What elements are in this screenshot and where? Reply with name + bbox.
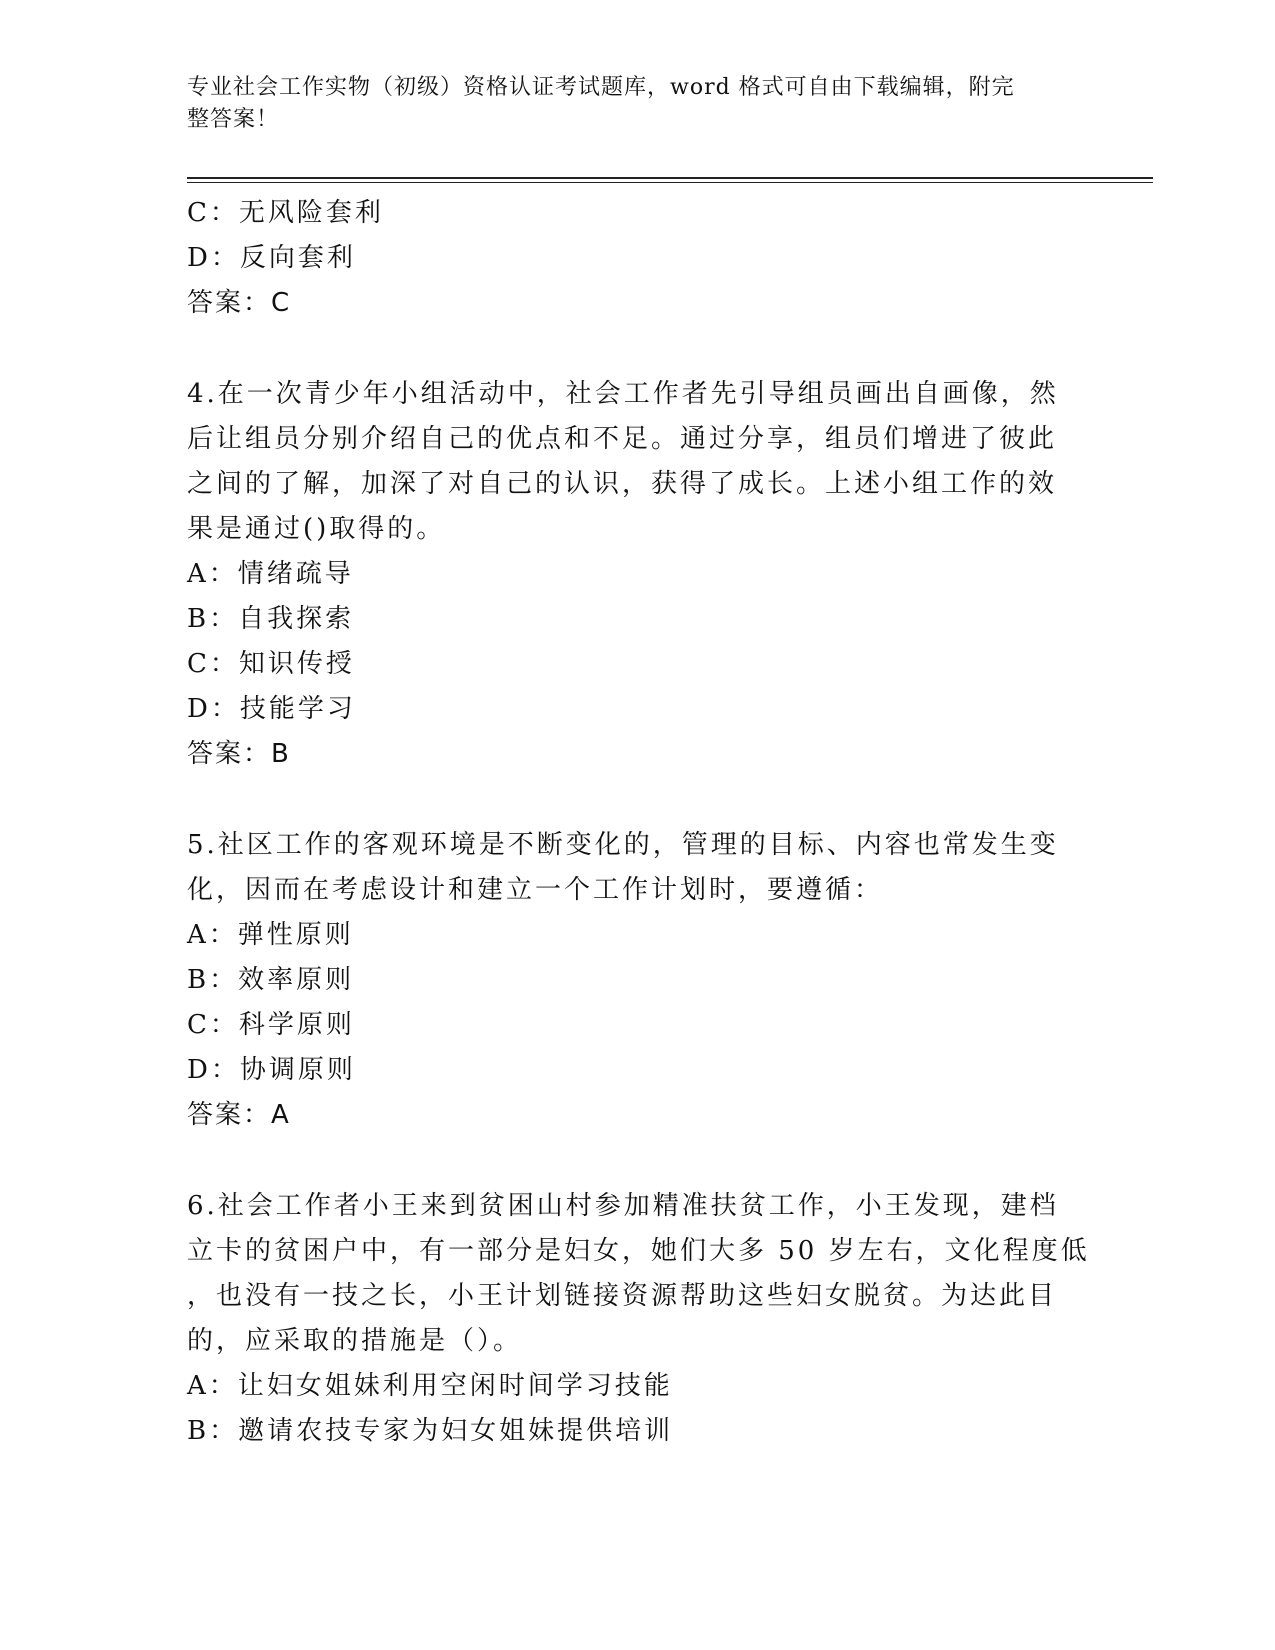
prev-question-block	[187, 191, 1087, 326]
option-b: B：自我探索	[187, 604, 355, 634]
question-text	[187, 372, 1087, 552]
header-line-2: 整答案！	[187, 107, 280, 132]
question-text-line: 后让组员分别介绍自己的优点和不足。通过分享，组员们增进了彼此	[187, 424, 1058, 454]
option-d: D：反向套利	[187, 243, 356, 273]
question-text-line: 立卡的贫困户中，有一部分是妇女，她们大多 50 岁左右，文化程度低	[187, 1236, 1090, 1266]
question-text-line: 之间的了解，加深了对自己的认识，获得了成长。上述小组工作的效	[187, 469, 1058, 499]
question-5	[187, 823, 1087, 1138]
answer-line: 答案：C	[187, 288, 292, 318]
question-text-line: 果是通过()取得的。	[187, 514, 446, 544]
option-d: D：协调原则	[187, 1055, 356, 1085]
question-text-line: 4.在一次青少年小组活动中，社会工作者先引导组员画出自画像，然	[187, 379, 1059, 409]
option-a: A：弹性原则	[187, 920, 354, 950]
option-c: C：无风险套利	[187, 198, 384, 228]
answer-line: 答案：A	[187, 1100, 291, 1130]
question-4	[187, 372, 1087, 777]
option-c: C：科学原则	[187, 1010, 355, 1040]
option-a: A：让妇女姐妹利用空闲时间学习技能	[187, 1371, 673, 1401]
option-b: B：邀请农技专家为妇女姐妹提供培训	[187, 1416, 674, 1446]
question-text-line: ，也没有一技之长，小王计划链接资源帮助这些妇女脱贫。为达此目	[187, 1281, 1058, 1311]
option-d: D：技能学习	[187, 694, 356, 724]
question-text-line: 6.社会工作者小王来到贫困山村参加精准扶贫工作，小王发现，建档	[187, 1191, 1059, 1221]
question-6	[187, 1184, 1090, 1454]
question-text-line: 5.社区工作的客观环境是不断变化的，管理的目标、内容也常发生变	[187, 830, 1059, 860]
header-divider-thick	[187, 177, 1153, 179]
answer-line: 答案：B	[187, 739, 291, 769]
option-b: B：效率原则	[187, 965, 355, 995]
header-line-1: 专业社会工作实物（初级）资格认证考试题库，word 格式可自由下载编辑，附完	[187, 75, 1015, 100]
header-divider-thin	[187, 182, 1153, 183]
question-text	[187, 1184, 1090, 1364]
question-list	[187, 191, 1090, 1454]
question-text-line: 的，应采取的措施是（）。	[187, 1326, 523, 1356]
option-a: A：情绪疏导	[187, 559, 354, 589]
question-text	[187, 823, 1087, 913]
question-text-line: 化，因而在考虑设计和建立一个工作计划时，要遵循：	[187, 875, 884, 905]
option-c: C：知识传授	[187, 649, 355, 679]
document-header	[187, 72, 1067, 136]
